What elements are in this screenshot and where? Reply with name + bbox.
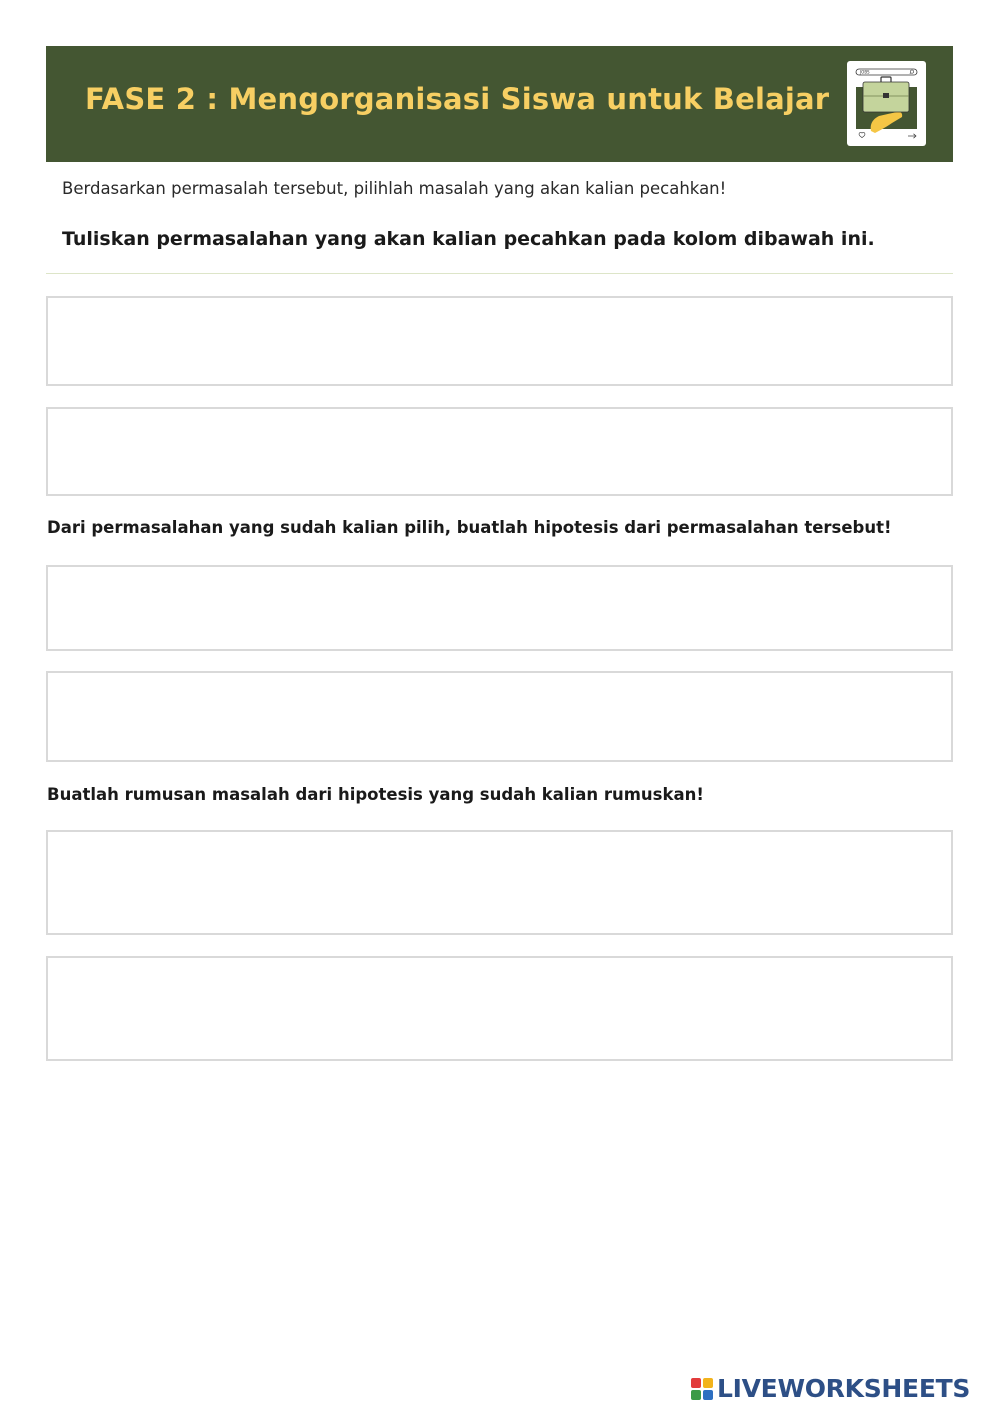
brand-blocks-icon bbox=[690, 1377, 714, 1401]
intro-text: Berdasarkan permasalah tersebut, pilihlah masalah yang akan kalian pecahkan! bbox=[62, 179, 727, 198]
jobs-illustration bbox=[847, 61, 926, 146]
instruction-heading: Tuliskan permasalahan yang akan kalian pecahkan pada kolom dibawah ini. bbox=[62, 228, 875, 250]
brand-name: LIVEWORKSHEETS bbox=[717, 1374, 971, 1403]
hypothesis-label: Dari permasalahan yang sudah kalian pilih, buatlah hipotesis dari permasalahan tersebut! bbox=[47, 518, 892, 537]
arrow-right-icon bbox=[908, 134, 916, 138]
problem-formulation-label: Buatlah rumusan masalah dari hipotesis yang sudah kalian rumuskan! bbox=[47, 785, 704, 804]
hypothesis-answer-box-2[interactable] bbox=[46, 671, 953, 762]
hypothesis-answer-box-1[interactable] bbox=[46, 565, 953, 651]
search-bar bbox=[856, 69, 917, 75]
liveworksheets-logo bbox=[690, 1374, 970, 1404]
problem-answer-box-2[interactable] bbox=[46, 407, 953, 496]
page-title: FASE 2 : Mengorganisasi Siswa untuk Belajar bbox=[85, 82, 830, 116]
problem-answer-box-1[interactable] bbox=[46, 296, 953, 386]
heart-icon bbox=[859, 132, 865, 137]
header-banner bbox=[46, 46, 953, 162]
formulation-answer-box-1[interactable] bbox=[46, 830, 953, 935]
formulation-answer-box-2[interactable] bbox=[46, 956, 953, 1061]
jobs-label: JOBS bbox=[860, 69, 870, 75]
briefcase-icon bbox=[863, 77, 909, 112]
divider bbox=[46, 273, 953, 274]
